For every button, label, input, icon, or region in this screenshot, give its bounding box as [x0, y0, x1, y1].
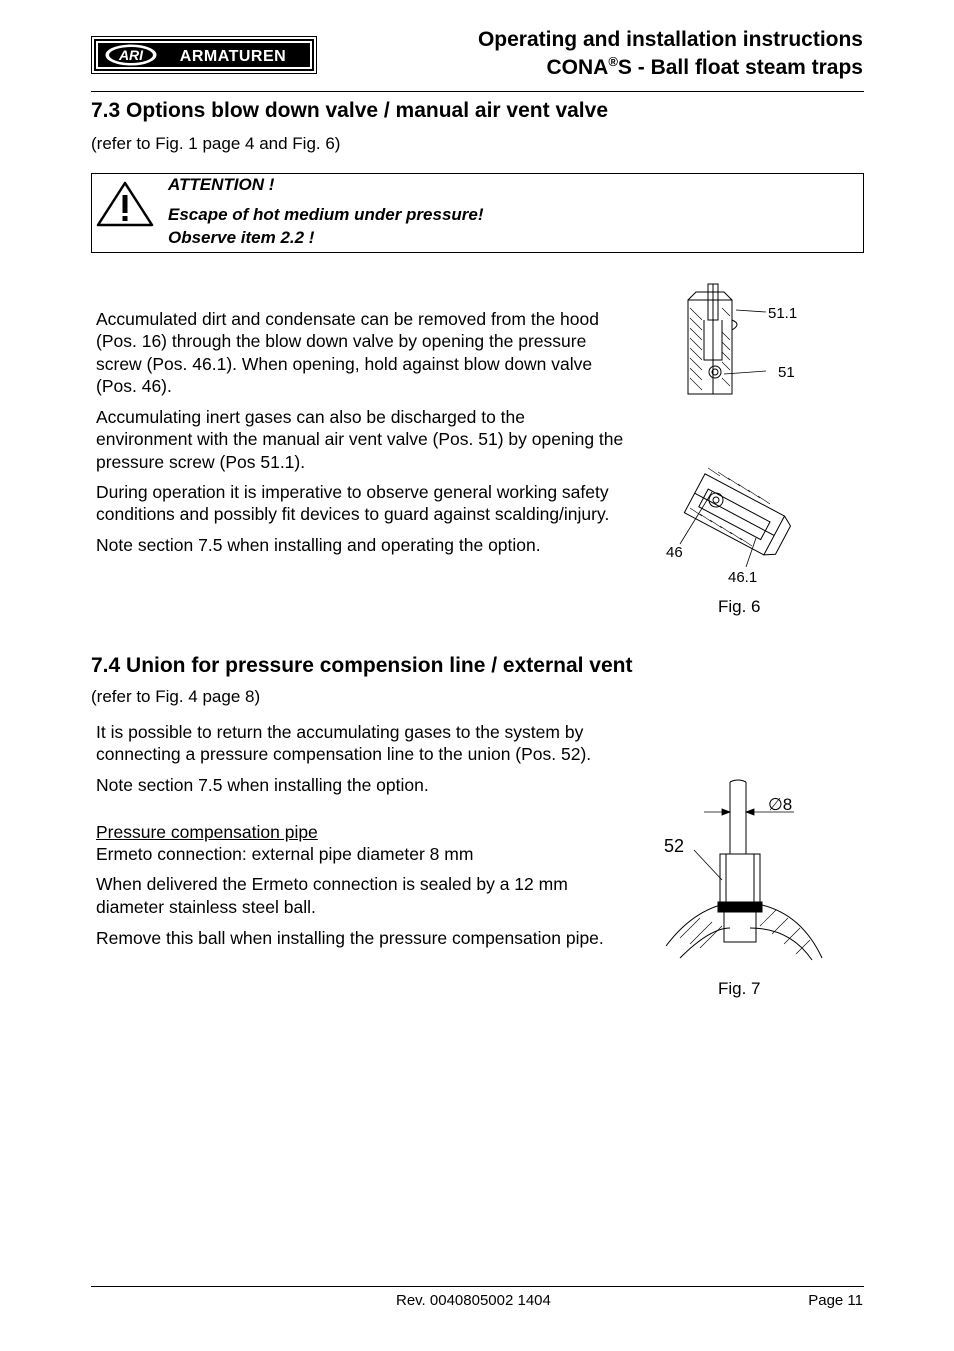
attention-line-3: Observe item 2.2 ! — [168, 228, 315, 247]
figure-7-caption: Fig. 7 — [718, 979, 761, 998]
label-diameter-8: ∅8 — [768, 795, 793, 814]
label-51-1: 51.1 — [768, 305, 798, 322]
paragraph: During operation it is imperative to observe general working safety conditions and possibly fit devices to guard against scalding/injury. — [96, 482, 610, 525]
page-number: Page 11 — [808, 1292, 863, 1309]
paragraph: Note section 7.5 when installing and operating the option. — [96, 534, 541, 555]
section-7-3-body — [96, 308, 626, 556]
label-46: 46 — [666, 544, 683, 561]
subheading-pressure-compensation-pipe: Pressure compensation pipe — [96, 821, 318, 842]
paragraph: Ermeto connection: external pipe diameter 8 mm — [96, 844, 474, 865]
figure-6-caption: Fig. 6 — [718, 597, 761, 616]
document-title — [478, 26, 863, 82]
section-7-4-body — [96, 721, 626, 949]
paragraph: Accumulated dirt and condensate can be removed from the hood (Pos. 16) through the blow down valve by opening the pressure screw (Pos. 46.1). When opening, hold against blow down valve (Pos. 46). — [96, 309, 599, 396]
title-line-1: Operating and installation instructions — [477, 28, 863, 51]
warning-triangle-icon — [96, 181, 154, 232]
revision-number: Rev. 0040805002 1404 — [396, 1292, 551, 1309]
title-line-2: CONA®S - Ball float steam traps — [546, 54, 863, 79]
attention-title: ATTENTION ! — [168, 175, 275, 194]
paragraph: When delivered the Ermeto connection is sealed by a 12 mm diameter stainless steel ball. — [96, 874, 568, 917]
header-divider — [91, 91, 864, 92]
section-7-4-heading: 7.4 Union for pressure compension line / external vent — [91, 654, 633, 677]
paragraph: Note section 7.5 when installing the option. — [96, 774, 429, 795]
paragraph: Accumulating inert gases can also be discharged to the environment with the manual air vent valve (Pos. 51) by opening the pressure screw (Pos 51.1). — [96, 407, 624, 472]
logo-emblem: ARI — [118, 47, 144, 63]
figure-7-drawing — [660, 778, 830, 973]
label-51: 51 — [778, 364, 795, 381]
label-52: 52 — [664, 836, 685, 856]
section-7-3-reference: (refer to Fig. 1 page 4 and Fig. 6) — [91, 134, 341, 153]
figure-6-drawing — [660, 282, 810, 597]
section-7-3-heading: 7.3 Options blow down valve / manual air vent valve — [91, 99, 608, 122]
section-7-4-reference: (refer to Fig. 4 page 8) — [91, 687, 261, 706]
ari-armaturen-logo — [91, 36, 317, 74]
paragraph: Remove this ball when installing the pressure compensation pipe. — [96, 928, 604, 949]
label-46-1: 46.1 — [728, 569, 758, 586]
footer-divider — [91, 1286, 864, 1287]
paragraph: It is possible to return the accumulating gases to the system by connecting a pressure compensation line to the union (Pos. 52). — [96, 722, 592, 765]
logo-text: ARMATUREN — [179, 48, 287, 65]
attention-line-2: Escape of hot medium under pressure! — [168, 205, 484, 224]
